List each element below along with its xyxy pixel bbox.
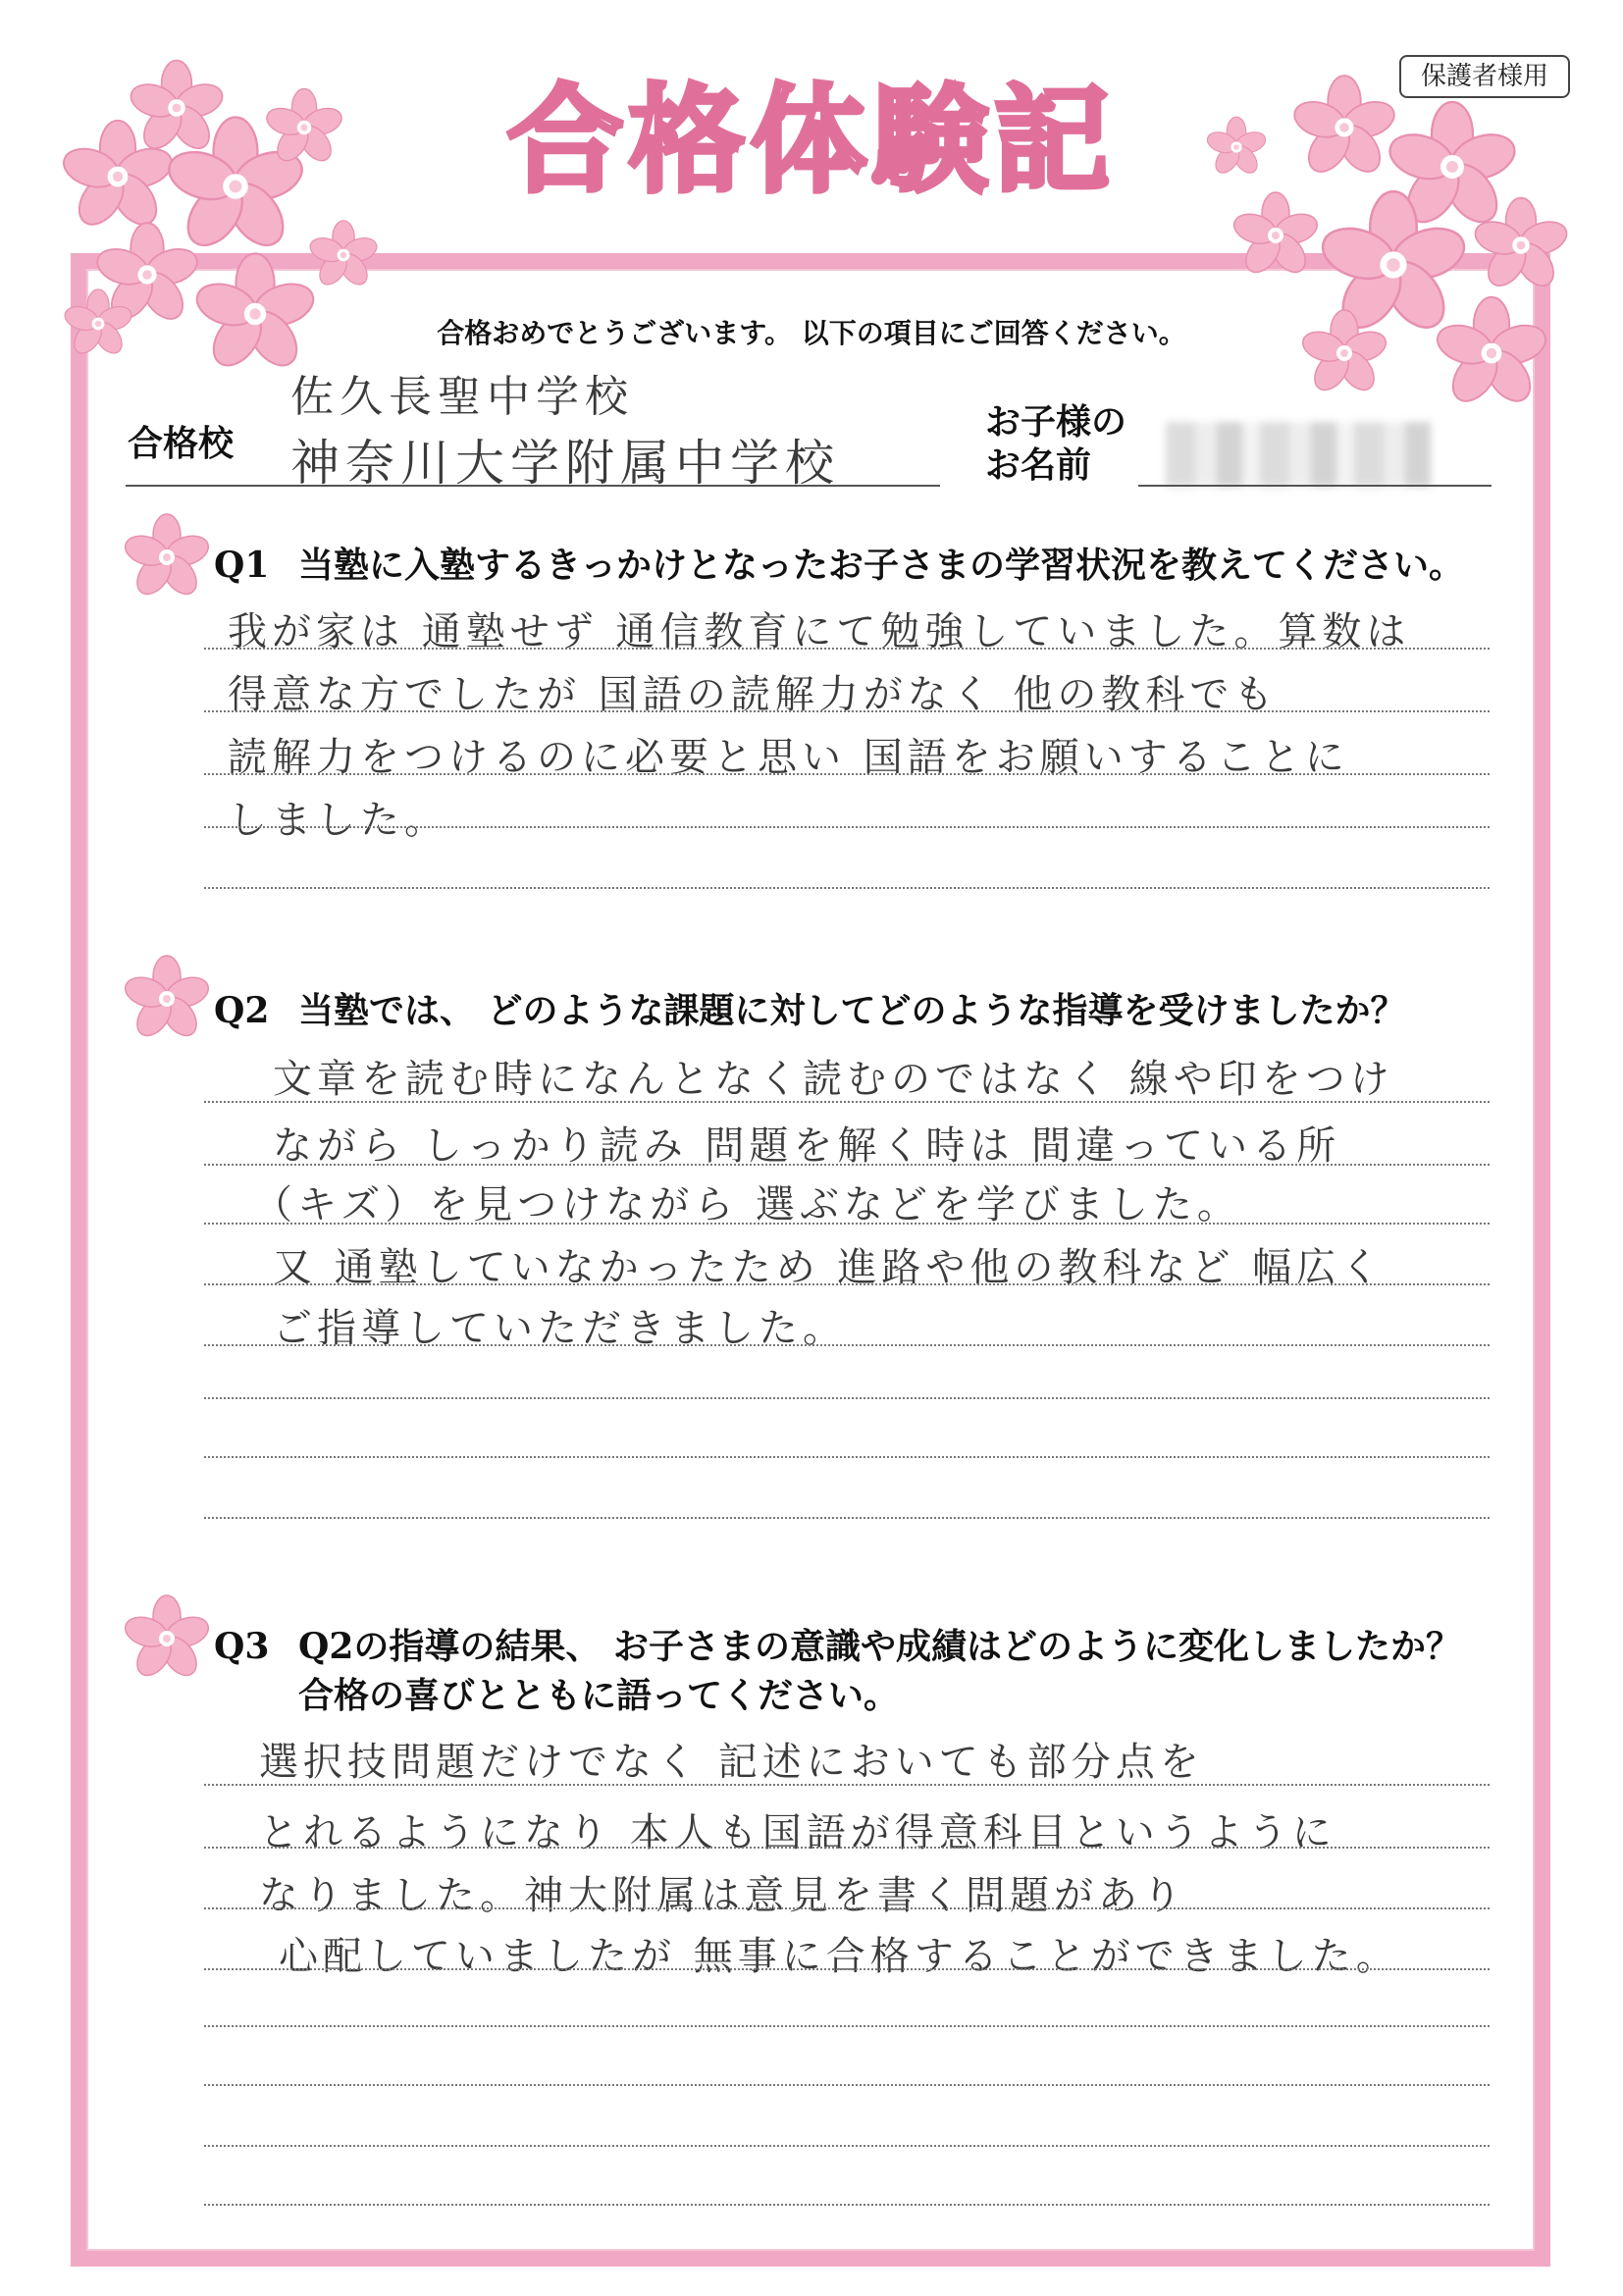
q2-rule-1 — [204, 1101, 1490, 1103]
q1-rule-3 — [204, 773, 1490, 775]
q1-answer-line-1: 我が家は 通塾せず 通信教育にて勉強していました。算数は — [228, 609, 1411, 654]
q1-rule-2 — [204, 710, 1490, 712]
q3-blossom-icon — [128, 1599, 206, 1678]
q3-rule-8 — [204, 2204, 1490, 2206]
q3-text-1: Q2の指導の結果、 お子さまの意識や成績はどのように変化しましたか？ — [298, 1626, 1461, 1667]
page-title: 合格体験記 — [506, 73, 1116, 208]
q2-answer-line-2: ながら しっかり読み 問題を解く時は 間違っている所 — [273, 1123, 1341, 1169]
school-label: 合格校 — [128, 423, 235, 464]
q1-answer-line-4: しました。 — [228, 798, 448, 843]
q2-rule-5 — [204, 1344, 1490, 1346]
q1-number: Q1 — [214, 545, 270, 586]
q3-rule-5 — [204, 2025, 1490, 2027]
q2-number: Q2 — [214, 990, 270, 1031]
q2-answer-line-4: 又 通塾していなかったため 進路や他の教科など 幅広く — [273, 1245, 1386, 1290]
q1-text: 当塾に入塾するきっかけとなったお子さまの学習状況を教えてください。 — [298, 545, 1465, 586]
q2-answer-line-1: 文章を読む時になんとなく読むのではなく 線や印をつけ — [273, 1057, 1394, 1102]
school-name-2: 神奈川大学附属中学校 — [290, 435, 840, 492]
school-underline — [126, 485, 940, 487]
q1-blossom-icon — [128, 518, 206, 597]
q3-rule-6 — [204, 2084, 1490, 2086]
q3-number: Q3 — [214, 1626, 270, 1667]
q3-rule-7 — [204, 2145, 1490, 2147]
q3-question — [214, 1619, 1461, 1669]
q3-rule-4 — [204, 1968, 1490, 1970]
q3-answer-line-3: なりました。神大附属は意見を書く問題があり — [259, 1873, 1186, 1918]
q3-answer-line-4: 心配していましたが 無事に合格することができました。 — [279, 1934, 1400, 1979]
q1-rule-4 — [204, 826, 1490, 828]
q3-answer-line-1: 選択技問題だけでなく 記述においても部分点を — [259, 1740, 1204, 1785]
q2-answer-line-3: （キズ）を見つけながら 選ぶなどを学びました。 — [253, 1182, 1241, 1227]
q2-rule-2 — [204, 1164, 1490, 1166]
child-name-label-1: お子様の — [985, 401, 1127, 443]
q1-question — [214, 538, 1464, 588]
child-name-label-2: お名前 — [985, 444, 1092, 486]
q2-rule-3 — [204, 1223, 1490, 1225]
q1-answer-line-3: 読解力をつけるのに必要と思い 国語をお願いすることに — [228, 735, 1349, 780]
audience-badge: 保護者様用 — [1399, 55, 1570, 98]
q2-rule-6 — [204, 1397, 1490, 1399]
q2-rule-7 — [204, 1456, 1490, 1458]
q1-rule-5 — [204, 887, 1490, 889]
q2-rule-8 — [204, 1517, 1490, 1519]
q2-answer-line-5: ご指導していただきました。 — [273, 1306, 847, 1351]
q3-rule-1 — [204, 1784, 1490, 1786]
q2-rule-4 — [204, 1283, 1490, 1285]
q2-question — [214, 983, 1406, 1033]
child-name-redacted — [1166, 422, 1431, 487]
q3-answer-line-2: とれるようになり 本人も国語が得意科目というように — [259, 1810, 1336, 1855]
child-name-underline — [1138, 485, 1492, 487]
q2-text: 当塾では、 どのような課題に対してどのような指導を受けましたか？ — [298, 990, 1406, 1031]
q3-rule-3 — [204, 1907, 1490, 1909]
q3-question-2 — [298, 1668, 899, 1718]
q1-rule-1 — [204, 648, 1490, 650]
intro-text: 合格おめでとうございます。 以下の項目にご回答ください。 — [437, 317, 1186, 349]
q3-text-2: 合格の喜びとともに語ってください。 — [298, 1675, 900, 1716]
q3-rule-2 — [204, 1847, 1490, 1849]
school-name-1: 佐久長聖中学校 — [290, 372, 634, 422]
q2-blossom-icon — [128, 960, 206, 1038]
q1-answer-line-2: 得意な方でしたが 国語の読解力がなく 他の教科でも — [228, 672, 1279, 717]
